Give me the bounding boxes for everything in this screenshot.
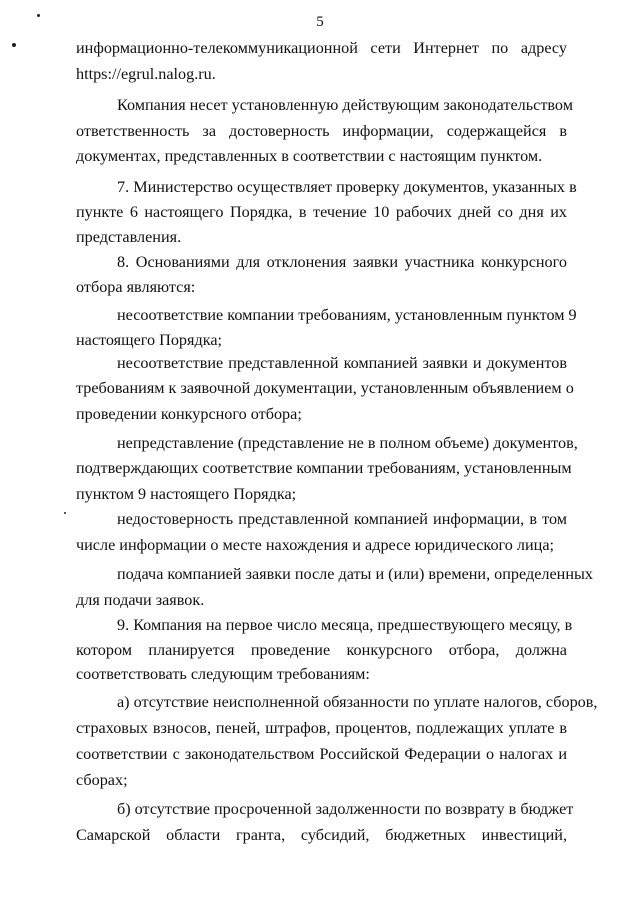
text-line: 9. Компания на первое число месяца, предшествующего месяцу, в bbox=[117, 616, 573, 634]
text-line: отбора являются: bbox=[76, 278, 196, 296]
text-line: требованиям к заявочной документации, установленным объявлением о bbox=[76, 379, 574, 397]
text-line: подача компанией заявки после даты и (или) времени, определенных bbox=[117, 565, 593, 583]
text-line: несоответствие представленной компанией заявки и документов bbox=[117, 354, 567, 372]
text-line: ответственность за достоверность информации, содержащейся в bbox=[76, 122, 567, 140]
text-line: недостоверность представленной компанией информации, в том bbox=[117, 510, 567, 528]
text-line: сборах; bbox=[76, 771, 128, 789]
text-line: информационно-телекоммуникационной сети Интернет по адресу bbox=[76, 39, 567, 57]
text-line: Самарской области гранта, субсидий, бюджетных инвестиций, bbox=[76, 826, 567, 844]
text-line: непредставление (представление не в полном объеме) документов, bbox=[117, 434, 578, 452]
scan-speck bbox=[12, 43, 16, 47]
text-line: представления. bbox=[76, 228, 182, 246]
text-line: числе информации о месте нахождения и адресе юридического лица; bbox=[76, 536, 554, 554]
text-line: https://egrul.nalog.ru. bbox=[76, 65, 216, 83]
text-line: котором планируется проведение конкурсного отбора, должна bbox=[76, 641, 567, 659]
text-line: для подачи заявок. bbox=[76, 591, 205, 609]
text-line: страховых взносов, пеней, штрафов, процентов, подлежащих уплате в bbox=[76, 719, 567, 737]
text-line: пункте 6 настоящего Порядка, в течение 10 рабочих дней со дня их bbox=[76, 203, 567, 221]
text-line: соответствовать следующим требованиям: bbox=[76, 665, 370, 683]
text-line: настоящего Порядка; bbox=[76, 331, 223, 349]
text-line: соответствии с законодательством Российской Федерации о налогах и bbox=[76, 745, 567, 763]
text-line: 7. Министерство осуществляет проверку документов, указанных в bbox=[117, 178, 577, 196]
text-line: Компания несет установленную действующим законодательством bbox=[117, 96, 573, 114]
text-line: подтверждающих соответствие компании требованиям, установленным bbox=[76, 459, 572, 477]
page-number: 5 bbox=[316, 14, 324, 30]
text-line: а) отсутствие неисполненной обязанности по уплате налогов, сборов, bbox=[117, 693, 598, 711]
text-line: проведении конкурсного отбора; bbox=[76, 405, 302, 423]
text-line: 8. Основаниями для отклонения заявки участника конкурсного bbox=[117, 253, 567, 271]
text-line: б) отсутствие просроченной задолженности по возврату в бюджет bbox=[117, 800, 574, 818]
text-line: документах, представленных в соответствии с настоящим пунктом. bbox=[76, 147, 543, 165]
scan-speck bbox=[64, 512, 66, 514]
text-line: несоответствие компании требованиям, установленным пунктом 9 bbox=[117, 306, 577, 324]
text-line: пунктом 9 настоящего Порядка; bbox=[76, 485, 297, 503]
